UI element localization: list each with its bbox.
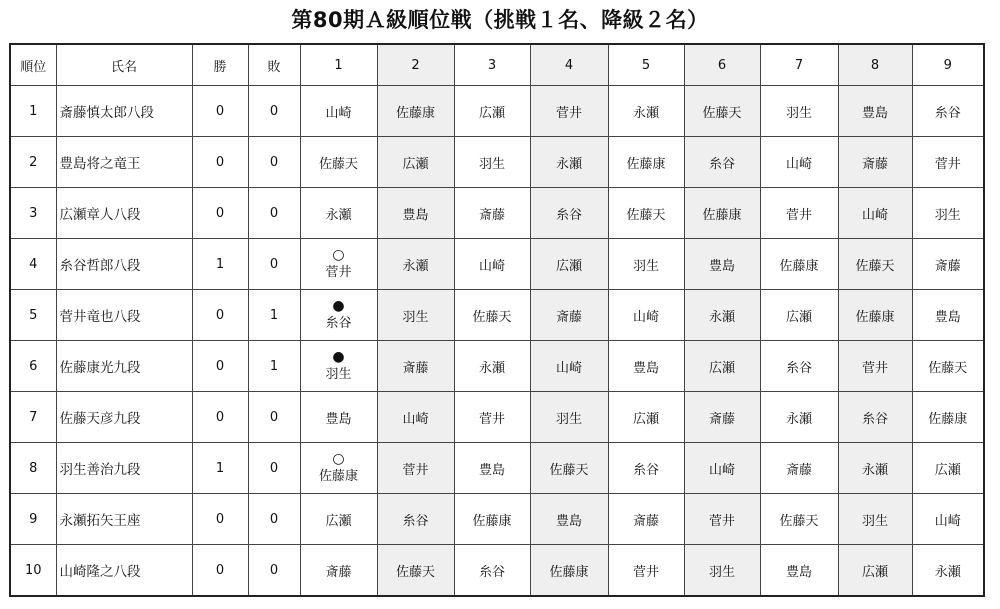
rank-cell: 7: [10, 392, 56, 443]
opponent-name: 糸谷: [555, 207, 582, 223]
player-row: [10, 239, 984, 290]
opponent-name: 菅井: [934, 156, 961, 172]
opponent-name: 佐藤天: [928, 360, 968, 376]
rank-cell: 5: [10, 290, 56, 341]
round-5-cell: [608, 137, 684, 188]
standings-table: [9, 43, 985, 597]
round-4-cell: [530, 494, 608, 545]
round-3-cell: [454, 188, 530, 239]
round-4-cell: [530, 290, 608, 341]
opponent-name: 広瀬: [632, 411, 659, 427]
round-9-cell: [912, 545, 984, 597]
round-7-cell: [760, 239, 838, 290]
opponent-name: 佐藤天: [626, 207, 666, 223]
player-name-cell: 糸谷哲郎八段: [56, 239, 192, 290]
round-5-cell: [608, 494, 684, 545]
losses-cell: 0: [248, 137, 300, 188]
round-7-cell: [760, 341, 838, 392]
player-name-cell: 広瀬章人八段: [56, 188, 192, 239]
losses-cell: 0: [248, 239, 300, 290]
opponent-name: 広瀬: [708, 360, 735, 376]
round-4-cell: [530, 341, 608, 392]
opponent-name: 佐藤康: [626, 156, 666, 172]
round-6-cell: [684, 239, 760, 290]
opponent-name: 山崎: [785, 156, 812, 172]
opponent-name: 永瀬: [861, 462, 888, 478]
round-2-cell: [377, 494, 454, 545]
round-7-cell: [760, 494, 838, 545]
round-9-cell: [912, 137, 984, 188]
round-3-cell: [454, 290, 530, 341]
opponent-name: 糸谷: [402, 513, 429, 529]
wins-cell: 1: [192, 443, 248, 494]
header-round-1: 1: [300, 44, 377, 86]
opponent-name: 山崎: [934, 513, 961, 529]
opponent-name: 山崎: [402, 411, 429, 427]
opponent-name: 永瀬: [708, 309, 735, 325]
rank-cell: 1: [10, 86, 56, 137]
opponent-name: 佐藤康: [549, 564, 589, 580]
header-losses: 敗: [248, 44, 300, 86]
opponent-name: 羽生: [708, 564, 735, 580]
round-1-cell: [300, 86, 377, 137]
round-5-cell: [608, 290, 684, 341]
opponent-name: 羽生: [934, 207, 961, 223]
wins-cell: 0: [192, 137, 248, 188]
round-4-cell: [530, 443, 608, 494]
opponent-name: 佐藤天: [855, 258, 895, 274]
round-7-cell: [760, 443, 838, 494]
header-round-9: 9: [912, 44, 984, 86]
opponent-name: 豊島: [325, 411, 352, 427]
opponent-name: 菅井: [325, 265, 352, 280]
opponent-name: 斎藤: [555, 309, 582, 325]
opponent-name: 山崎: [325, 105, 352, 121]
opponent-name: 羽生: [785, 105, 812, 121]
opponent-name: 糸谷: [632, 462, 659, 478]
round-7-cell: [760, 188, 838, 239]
round-3-cell: [454, 341, 530, 392]
round-3-cell: [454, 545, 530, 597]
opponent-name: 永瀬: [478, 360, 505, 376]
round-9-cell: [912, 341, 984, 392]
round-5-cell: [608, 239, 684, 290]
opponent-name: 永瀬: [632, 105, 659, 121]
opponent-name: 羽生: [478, 156, 505, 172]
wins-cell: 0: [192, 86, 248, 137]
round-3-cell: [454, 239, 530, 290]
opponent-name: 永瀬: [325, 207, 352, 223]
round-6-cell: [684, 545, 760, 597]
round-8-cell: [838, 188, 912, 239]
round-9-cell: [912, 392, 984, 443]
header-round-7: 7: [760, 44, 838, 86]
opponent-name: 豊島: [934, 309, 961, 325]
opponent-name: 佐藤天: [549, 462, 589, 478]
round-5-cell: [608, 443, 684, 494]
round-3-cell: [454, 86, 530, 137]
opponent-name: 広瀬: [785, 309, 812, 325]
round-7-cell: [760, 392, 838, 443]
round-5-cell: [608, 392, 684, 443]
standings-body: [10, 86, 984, 597]
losses-cell: 0: [248, 443, 300, 494]
round-6-cell: [684, 86, 760, 137]
opponent-name: 山崎: [555, 360, 582, 376]
round-1-cell: [300, 443, 377, 494]
round-3-cell: [454, 392, 530, 443]
round-8-cell: [838, 290, 912, 341]
round-4-cell: [530, 86, 608, 137]
player-name-cell: 佐藤康光九段: [56, 341, 192, 392]
round-6-cell: [684, 188, 760, 239]
header-row: [10, 44, 984, 86]
opponent-name: 佐藤天: [472, 309, 512, 325]
header-name: 氏名: [56, 44, 192, 86]
player-row: [10, 494, 984, 545]
rank-cell: 3: [10, 188, 56, 239]
round-9-cell: [912, 290, 984, 341]
opponent-name: 広瀬: [934, 462, 961, 478]
opponent-name: 佐藤康: [395, 105, 435, 121]
opponent-name: 斎藤: [708, 411, 735, 427]
opponent-name: 佐藤康: [702, 207, 742, 223]
round-8-cell: [838, 137, 912, 188]
opponent-name: 菅井: [555, 105, 582, 121]
round-3-cell: [454, 137, 530, 188]
opponent-name: 糸谷: [478, 564, 505, 580]
opponent-name: 斎藤: [325, 564, 352, 580]
result-mark: ●: [332, 298, 345, 314]
wins-cell: 1: [192, 239, 248, 290]
opponent-name: 斎藤: [632, 513, 659, 529]
opponent-name: 羽生: [402, 309, 429, 325]
round-1-cell: [300, 545, 377, 597]
player-row: [10, 290, 984, 341]
round-2-cell: [377, 239, 454, 290]
round-7-cell: [760, 137, 838, 188]
opponent-name: 広瀬: [402, 156, 429, 172]
rank-cell: 10: [10, 545, 56, 597]
wins-cell: 0: [192, 290, 248, 341]
opponent-name: 山崎: [861, 207, 888, 223]
round-7-cell: [760, 290, 838, 341]
losses-cell: 0: [248, 494, 300, 545]
opponent-name: 斎藤: [402, 360, 429, 376]
round-1-cell: [300, 341, 377, 392]
round-6-cell: [684, 494, 760, 545]
wins-cell: 0: [192, 392, 248, 443]
round-1-cell: [300, 137, 377, 188]
opponent-name: 永瀬: [402, 258, 429, 274]
rank-cell: 4: [10, 239, 56, 290]
round-1-cell: [300, 239, 377, 290]
round-9-cell: [912, 188, 984, 239]
opponent-name: 広瀬: [555, 258, 582, 274]
round-5-cell: [608, 86, 684, 137]
opponent-name: 糸谷: [708, 156, 735, 172]
opponent-name: 豊島: [402, 207, 429, 223]
losses-cell: 1: [248, 290, 300, 341]
opponent-name: 豊島: [478, 462, 505, 478]
player-row: [10, 341, 984, 392]
result-mark: ●: [332, 349, 345, 365]
losses-cell: 0: [248, 188, 300, 239]
player-name-cell: 斎藤慎太郎八段: [56, 86, 192, 137]
header-rank: 順位: [10, 44, 56, 86]
round-6-cell: [684, 341, 760, 392]
header-round-3: 3: [454, 44, 530, 86]
round-2-cell: [377, 341, 454, 392]
losses-cell: 1: [248, 341, 300, 392]
round-2-cell: [377, 545, 454, 597]
round-9-cell: [912, 494, 984, 545]
opponent-name: 佐藤天: [318, 156, 358, 172]
player-name-cell: 永瀬拓矢王座: [56, 494, 192, 545]
losses-cell: 0: [248, 86, 300, 137]
round-5-cell: [608, 545, 684, 597]
round-5-cell: [608, 188, 684, 239]
round-4-cell: [530, 239, 608, 290]
player-row: [10, 443, 984, 494]
opponent-name: 羽生: [325, 367, 352, 382]
opponent-name: 広瀬: [478, 105, 505, 121]
header-round-8: 8: [838, 44, 912, 86]
opponent-name: 羽生: [555, 411, 582, 427]
round-8-cell: [838, 443, 912, 494]
losses-cell: 0: [248, 545, 300, 597]
player-name-cell: 佐藤天彦九段: [56, 392, 192, 443]
wins-cell: 0: [192, 341, 248, 392]
round-1-cell: [300, 392, 377, 443]
opponent-name: 広瀬: [325, 513, 352, 529]
round-7-cell: [760, 545, 838, 597]
round-2-cell: [377, 443, 454, 494]
round-8-cell: [838, 494, 912, 545]
header-round-6: 6: [684, 44, 760, 86]
opponent-name: 豊島: [632, 360, 659, 376]
header-round-5: 5: [608, 44, 684, 86]
opponent-name: 広瀬: [861, 564, 888, 580]
rank-cell: 9: [10, 494, 56, 545]
round-6-cell: [684, 137, 760, 188]
rank-cell: 6: [10, 341, 56, 392]
header-round-4: 4: [530, 44, 608, 86]
opponent-name: 豊島: [708, 258, 735, 274]
page-title: 第80期Ａ級順位戦（挑戦１名、降級２名）: [291, 8, 709, 32]
opponent-name: 永瀬: [934, 564, 961, 580]
opponent-name: 糸谷: [785, 360, 812, 376]
player-name-cell: 羽生善治九段: [56, 443, 192, 494]
round-2-cell: [377, 86, 454, 137]
round-5-cell: [608, 341, 684, 392]
opponent-name: 羽生: [861, 513, 888, 529]
result-mark: ○: [332, 247, 345, 263]
opponent-name: 山崎: [708, 462, 735, 478]
round-3-cell: [454, 494, 530, 545]
opponent-name: 豊島: [785, 564, 812, 580]
losses-cell: 0: [248, 392, 300, 443]
opponent-name: 佐藤康: [855, 309, 895, 325]
opponent-name: 菅井: [478, 411, 505, 427]
opponent-name: 豊島: [861, 105, 888, 121]
round-9-cell: [912, 86, 984, 137]
round-1-cell: [300, 290, 377, 341]
round-6-cell: [684, 443, 760, 494]
opponent-name: 糸谷: [861, 411, 888, 427]
round-2-cell: [377, 290, 454, 341]
opponent-name: 豊島: [555, 513, 582, 529]
player-row: [10, 188, 984, 239]
rank-cell: 8: [10, 443, 56, 494]
round-4-cell: [530, 137, 608, 188]
round-8-cell: [838, 86, 912, 137]
player-row: [10, 392, 984, 443]
player-row: [10, 86, 984, 137]
player-name-cell: 菅井竜也八段: [56, 290, 192, 341]
round-8-cell: [838, 392, 912, 443]
round-8-cell: [838, 545, 912, 597]
opponent-name: 菅井: [785, 207, 812, 223]
wins-cell: 0: [192, 494, 248, 545]
round-6-cell: [684, 290, 760, 341]
round-4-cell: [530, 392, 608, 443]
opponent-name: 斎藤: [785, 462, 812, 478]
opponent-name: 山崎: [632, 309, 659, 325]
rank-cell: 2: [10, 137, 56, 188]
opponent-name: 糸谷: [934, 105, 961, 121]
opponent-name: 永瀬: [555, 156, 582, 172]
wins-cell: 0: [192, 545, 248, 597]
opponent-name: 菅井: [402, 462, 429, 478]
round-1-cell: [300, 188, 377, 239]
result-mark: ○: [332, 451, 345, 467]
round-1-cell: [300, 494, 377, 545]
opponent-name: 羽生: [632, 258, 659, 274]
opponent-name: 斎藤: [934, 258, 961, 274]
opponent-name: 糸谷: [325, 316, 352, 331]
opponent-name: 山崎: [478, 258, 505, 274]
round-4-cell: [530, 188, 608, 239]
round-4-cell: [530, 545, 608, 597]
opponent-name: 佐藤天: [395, 564, 435, 580]
round-9-cell: [912, 443, 984, 494]
opponent-name: 佐藤康: [318, 469, 358, 484]
round-9-cell: [912, 239, 984, 290]
round-7-cell: [760, 86, 838, 137]
opponent-name: 佐藤康: [928, 411, 968, 427]
header-round-2: 2: [377, 44, 454, 86]
round-8-cell: [838, 341, 912, 392]
opponent-name: 菅井: [708, 513, 735, 529]
opponent-name: 菅井: [632, 564, 659, 580]
player-name-cell: 豊島将之竜王: [56, 137, 192, 188]
round-6-cell: [684, 392, 760, 443]
round-2-cell: [377, 392, 454, 443]
opponent-name: 永瀬: [785, 411, 812, 427]
opponent-name: 佐藤天: [702, 105, 742, 121]
opponent-name: 佐藤天: [779, 513, 819, 529]
header-wins: 勝: [192, 44, 248, 86]
opponent-name: 斎藤: [861, 156, 888, 172]
wins-cell: 0: [192, 188, 248, 239]
opponent-name: 佐藤康: [779, 258, 819, 274]
round-3-cell: [454, 443, 530, 494]
player-name-cell: 山崎隆之八段: [56, 545, 192, 597]
player-row: [10, 137, 984, 188]
opponent-name: 佐藤康: [472, 513, 512, 529]
opponent-name: 斎藤: [478, 207, 505, 223]
opponent-name: 菅井: [861, 360, 888, 376]
round-2-cell: [377, 137, 454, 188]
round-8-cell: [838, 239, 912, 290]
player-row: [10, 545, 984, 597]
round-2-cell: [377, 188, 454, 239]
